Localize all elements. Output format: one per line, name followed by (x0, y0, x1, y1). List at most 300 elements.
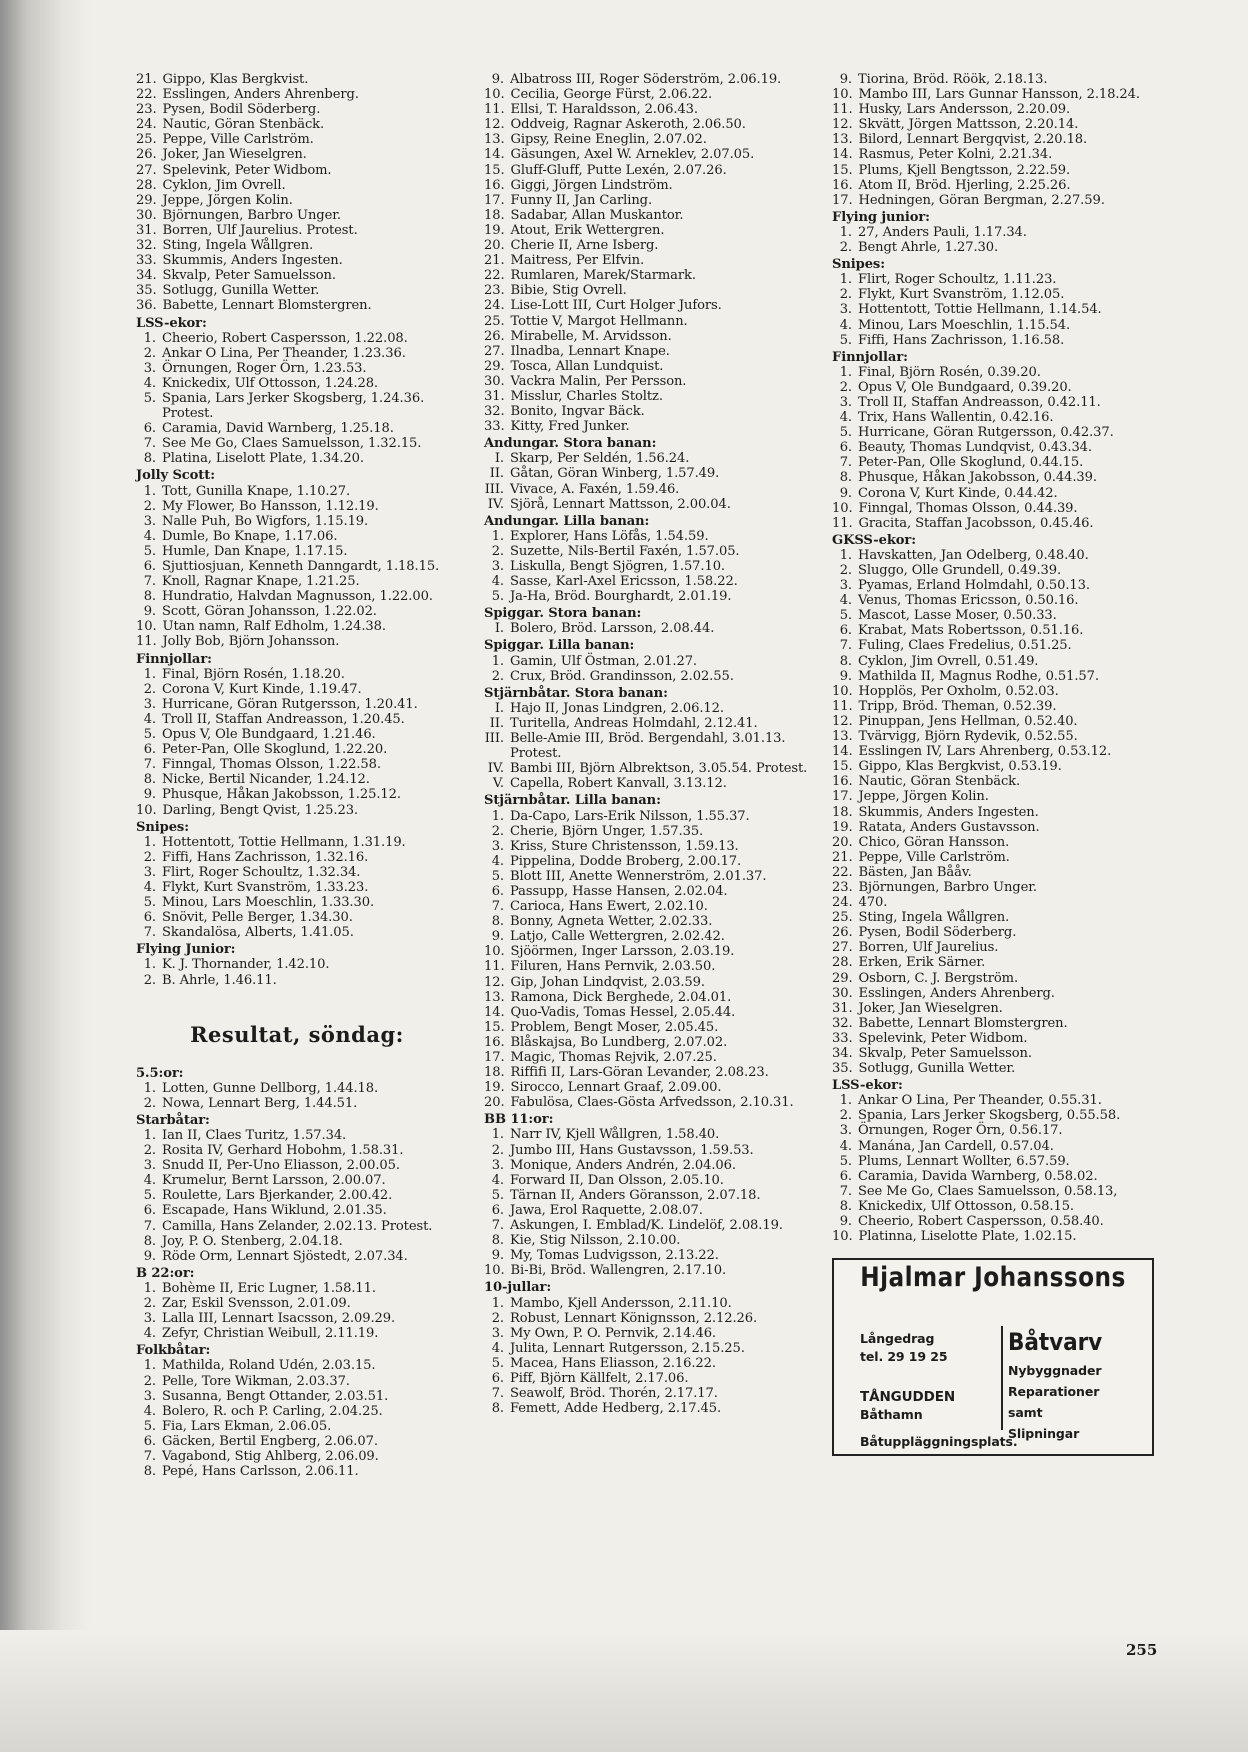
entry-text: Ja-Ha, Bröd. Bourghardt, 2.01.19. (510, 589, 732, 605)
result-entry (832, 669, 1162, 684)
result-entry (484, 238, 810, 253)
placement-number: 20. (484, 238, 505, 254)
boatyard-advertisement (832, 1258, 1154, 1456)
result-entry (136, 147, 458, 162)
result-entry (832, 850, 1162, 865)
result-entry (136, 559, 458, 574)
placement-number: 21. (484, 253, 505, 269)
result-entry (136, 1374, 458, 1389)
ad-title: Hjalmar Johanssons (860, 1262, 1126, 1294)
placement-number: 4. (143, 711, 156, 727)
placement-number: 3. (143, 1158, 156, 1174)
placement-number: 5. (143, 1188, 156, 1204)
placement-number: 17. (484, 1050, 505, 1065)
result-entry (484, 731, 810, 761)
result-entry (484, 884, 810, 899)
result-entry (136, 865, 458, 880)
entry-text: Venus, Thomas Ericsson, 0.50.16. (858, 593, 1079, 609)
entry-text: Tott, Gunilla Knape, 1.10.27. (162, 483, 351, 499)
placement-number: IV. (487, 761, 504, 777)
result-entry (484, 1263, 810, 1278)
placement-number: IV. (487, 496, 504, 512)
entry-text: Beauty, Thomas Lundqvist, 0.43.34. (858, 440, 1092, 456)
entry-text: Ankar O Lina, Per Theander, 0.55.31. (858, 1093, 1102, 1109)
entry-text: Tvärvigg, Björn Rydevik, 0.52.55. (858, 729, 1078, 745)
placement-number: 10. (832, 87, 853, 103)
result-entry (484, 389, 810, 404)
entry-text: Bästen, Jan Bååv. (858, 864, 972, 880)
placement-number: 1. (143, 834, 156, 850)
entry-text: Ian II, Claes Turitz, 1.57.34. (162, 1128, 347, 1143)
result-entry (832, 193, 1162, 208)
result-entry (136, 574, 458, 589)
result-entry (484, 529, 810, 544)
placement-number: 2. (143, 1296, 156, 1312)
result-entry (832, 516, 1162, 531)
result-entry (484, 132, 810, 147)
entry-text: Kie, Stig Nilsson, 2.10.00. (510, 1233, 681, 1249)
entry-text: Skvalp, Peter Samuelsson. (858, 1046, 1032, 1061)
entry-text: Turitella, Andreas Holmdahl, 2.12.41. (510, 715, 758, 731)
placement-number: 7. (143, 436, 156, 452)
result-entry (832, 240, 1162, 255)
result-entry (484, 178, 810, 193)
entry-text: B. Ahrle, 1.46.11. (162, 972, 277, 988)
result-entry (136, 1389, 458, 1404)
result-entry (832, 1001, 1162, 1016)
placement-number: 5. (491, 868, 504, 884)
placement-number: 12. (832, 117, 853, 133)
placement-number: 2. (839, 379, 852, 395)
result-entry (484, 72, 810, 87)
placement-number: 9. (491, 1248, 504, 1264)
result-entry (484, 1218, 810, 1233)
ad-contact (860, 1330, 955, 1424)
entry-text: Björnungen, Barbro Unger. (858, 879, 1037, 895)
placement-number: 9. (143, 604, 156, 620)
placement-number: 18. (484, 1065, 505, 1081)
ad-services (1008, 1360, 1144, 1444)
placement-number: 1. (839, 547, 852, 563)
result-entry (832, 1123, 1162, 1138)
result-entry (136, 102, 458, 117)
column-2 (484, 72, 810, 1416)
result-entry (484, 1173, 810, 1188)
ad-service: Nybyggnader (1008, 1363, 1102, 1379)
placement-number: 11. (832, 698, 853, 714)
result-entry (832, 880, 1162, 895)
entry-text: Flykt, Kurt Svanström, 1.12.05. (858, 287, 1065, 303)
entry-text: Kitty, Fred Junker. (510, 419, 630, 435)
result-entry (136, 484, 458, 499)
result-entry (136, 208, 458, 223)
result-entry (832, 72, 1162, 87)
entry-text: Escapade, Hans Wiklund, 2.01.35. (162, 1203, 387, 1219)
result-entry (832, 147, 1162, 162)
result-entry (832, 87, 1162, 102)
result-entry (832, 684, 1162, 699)
entry-text: Narr IV, Kjell Wållgren, 1.58.40. (510, 1127, 720, 1143)
section-heading: Flying Junior: (136, 942, 236, 958)
entry-text: Knickedix, Ulf Ottosson, 1.24.28. (162, 375, 378, 391)
placement-number: 17. (484, 192, 505, 208)
result-entry (484, 147, 810, 162)
entry-text: Joker, Jan Wieselgren. (858, 1000, 1003, 1016)
result-entry (484, 329, 810, 344)
placement-number: 6. (839, 623, 852, 639)
entry-text: Troll II, Staffan Andreasson, 0.42.11. (858, 394, 1101, 410)
result-entry (484, 1311, 810, 1326)
entry-text: Gippo, Klas Bergkvist. (162, 72, 309, 87)
placement-number: 36. (136, 298, 157, 314)
entry-text: Atout, Erik Wettergren. (510, 222, 665, 238)
section-heading: Finnjollar: (832, 349, 908, 365)
placement-number: 9. (839, 668, 852, 684)
placement-number: 4. (143, 879, 156, 895)
placement-number: 25. (136, 132, 157, 148)
placement-number: 22. (832, 864, 853, 880)
result-entry (832, 1031, 1162, 1046)
entry-text: Capella, Robert Kanvall, 3.13.12. (510, 776, 727, 792)
result-entry (484, 701, 810, 716)
placement-number: 3. (491, 838, 504, 854)
placement-number: 23. (136, 102, 157, 118)
placement-number: 6. (143, 1203, 156, 1219)
placement-number: 22. (136, 87, 157, 103)
entry-text: Finngal, Thomas Olsson, 1.22.58. (162, 757, 381, 773)
result-entry (484, 1296, 810, 1311)
entry-text: Spania, Lars Jerker Skogsberg, 0.55.58. (858, 1108, 1121, 1124)
result-entry (484, 669, 810, 684)
column-3 (832, 72, 1162, 1456)
entry-text: Forward II, Dan Olsson, 2.05.10. (510, 1172, 724, 1188)
entry-text: Bengt Ahrle, 1.27.30. (858, 240, 999, 256)
entry-text: Cyklon, Jim Ovrell. (162, 177, 286, 193)
placement-number: I. (494, 700, 504, 716)
placement-number: 21. (832, 849, 853, 865)
entry-text: Maitress, Per Elfvin. (510, 253, 645, 269)
result-entry (136, 1173, 458, 1188)
result-entry (832, 1139, 1162, 1154)
ad-services-block (1008, 1328, 1144, 1444)
placement-number: 3. (143, 864, 156, 880)
result-entry (136, 499, 458, 514)
entry-text: Hurricane, Göran Rutgersson, 0.42.37. (858, 425, 1114, 441)
result-entry (832, 910, 1162, 925)
result-entry (136, 163, 458, 178)
result-entry (136, 87, 458, 102)
result-entry (136, 925, 458, 940)
result-entry (136, 667, 458, 682)
entry-text: Joy, P. O. Stenberg, 2.04.18. (162, 1233, 343, 1249)
entry-text: Spania, Lars Jerker Skogsberg, 1.24.36. Protest. (162, 390, 425, 422)
result-entry (136, 1203, 458, 1218)
entry-text: Vackra Malin, Per Persson. (510, 373, 687, 389)
result-entry (832, 1108, 1162, 1123)
result-entry (484, 716, 810, 731)
placement-number: 8. (491, 1401, 504, 1417)
placement-number: 5. (143, 1418, 156, 1434)
placement-number: 2. (839, 240, 852, 256)
entry-text: Bohème II, Eric Lugner, 1.58.11. (162, 1280, 376, 1296)
placement-number: 31. (136, 222, 157, 238)
result-entry (832, 1061, 1162, 1076)
column-1 (136, 72, 458, 1479)
result-entry (136, 1143, 458, 1158)
col2-sections (484, 72, 810, 1416)
result-entry (484, 621, 810, 636)
placement-number: 3. (491, 1325, 504, 1341)
placement-number: III. (484, 731, 504, 747)
section-heading: LSS-ekor: (832, 1078, 903, 1094)
result-entry (832, 744, 1162, 759)
result-entry (136, 880, 458, 895)
placement-number: 6. (491, 1370, 504, 1386)
placement-number: 2. (143, 1143, 156, 1159)
placement-number: 3. (143, 360, 156, 376)
placement-number: 3. (839, 578, 852, 594)
entry-text: Lise-Lott III, Curt Holger Jufors. (510, 298, 722, 314)
entry-text: Bilord, Lennart Bergqvist, 2.20.18. (858, 132, 1088, 148)
placement-number: 2. (143, 498, 156, 514)
entry-text: Giggi, Jörgen Lindström. (510, 177, 673, 193)
placement-number: 7. (491, 899, 504, 915)
entry-text: Tiorina, Bröd. Röök, 2.18.13. (858, 72, 1048, 87)
section-heading: Stjärnbåtar. Lilla banan: (484, 793, 661, 809)
result-entry (136, 803, 458, 818)
entry-text: Snövit, Pelle Berger, 1.34.30. (162, 910, 353, 926)
result-entry (484, 223, 810, 238)
entry-text: Oddveig, Ragnar Askeroth, 2.06.50. (510, 117, 746, 133)
placement-number: 9. (491, 72, 504, 87)
result-entry (484, 1371, 810, 1386)
entry-text: Hottentott, Tottie Hellmann, 1.14.54. (858, 302, 1102, 318)
result-entry (832, 225, 1162, 240)
placement-number: 4. (491, 1172, 504, 1188)
result-entry (484, 374, 810, 389)
entry-text: Sotlugg, Gunilla Wetter. (162, 283, 320, 299)
entry-text: Seawolf, Bröd. Thorén, 2.17.17. (510, 1386, 718, 1402)
placement-number: 22. (484, 268, 505, 284)
placement-number: 6. (143, 559, 156, 574)
result-entry (136, 451, 458, 466)
placement-number: 3. (143, 1311, 156, 1327)
result-entry (484, 975, 810, 990)
entry-text: Örnungen, Roger Örn, 1.23.53. (162, 360, 367, 376)
result-entry (484, 809, 810, 824)
result-entry (832, 272, 1162, 287)
placement-number: 4. (839, 593, 852, 609)
entry-text: Esslingen, Anders Ahrenberg. (162, 87, 359, 103)
placement-number: 3. (839, 394, 852, 410)
placement-number: 23. (832, 879, 853, 895)
placement-number: 10. (136, 619, 157, 635)
result-entry (136, 634, 458, 649)
placement-number: 10. (484, 1263, 505, 1279)
entry-text: Hundratio, Halvdan Magnusson, 1.22.00. (162, 589, 433, 605)
entry-text: Björnungen, Barbro Unger. (162, 207, 341, 223)
placement-number: 2. (491, 1142, 504, 1158)
entry-text: Mathilda, Roland Udén, 2.03.15. (162, 1358, 376, 1374)
result-entry (136, 772, 458, 787)
entry-text: Tärnan II, Anders Göransson, 2.07.18. (510, 1187, 761, 1203)
entry-text: Krumelur, Bernt Larsson, 2.00.07. (162, 1173, 386, 1189)
placement-number: 2. (143, 849, 156, 865)
result-entry (484, 314, 810, 329)
placement-number: 16. (484, 177, 505, 193)
result-entry (484, 869, 810, 884)
placement-number: 4. (491, 1340, 504, 1356)
placement-number: 2. (143, 1373, 156, 1389)
result-entry (136, 1081, 458, 1096)
result-entry (136, 514, 458, 529)
placement-number: 26. (136, 147, 157, 163)
placement-number: 1. (491, 1295, 504, 1311)
entry-text: Humle, Dan Knape, 1.17.15. (162, 543, 348, 559)
result-entry (832, 425, 1162, 440)
placement-number: 5. (491, 1355, 504, 1371)
result-entry (832, 1016, 1162, 1031)
entry-text: Caramia, David Warnberg, 1.25.18. (162, 421, 394, 437)
placement-number: 29. (832, 970, 853, 986)
entry-text: Minou, Lars Moeschlin, 1.15.54. (858, 317, 1071, 333)
ad-harbour: Båthamn (860, 1407, 923, 1423)
entry-text: Hedningen, Göran Bergman, 2.27.59. (858, 192, 1105, 208)
result-entry (136, 1311, 458, 1326)
entry-text: Nautic, Göran Stenbäck. (162, 117, 325, 133)
placement-number: 33. (484, 419, 505, 435)
entry-text: Husky, Lars Andersson, 2.20.09. (858, 102, 1071, 118)
result-entry (136, 268, 458, 283)
result-entry (832, 1154, 1162, 1169)
entry-text: Tripp, Bröd. Theman, 0.52.39. (858, 698, 1057, 714)
entry-text: Opus V, Ole Bundgaard, 0.39.20. (858, 379, 1072, 395)
placement-number: 32. (484, 404, 505, 420)
result-entry (832, 789, 1162, 804)
result-entry (136, 957, 458, 972)
result-entry (136, 589, 458, 604)
placement-number: 4. (143, 1403, 156, 1419)
placement-number: 1. (143, 666, 156, 682)
result-entry (136, 895, 458, 910)
placement-number: 32. (136, 238, 157, 254)
result-entry (484, 1341, 810, 1356)
result-entry (832, 608, 1162, 623)
placement-number: 15. (484, 1019, 505, 1035)
result-entry (832, 729, 1162, 744)
result-entry (484, 268, 810, 283)
entry-text: My Own, P. O. Pernvik, 2.14.46. (510, 1325, 716, 1341)
result-entry (832, 410, 1162, 425)
result-entry (484, 1203, 810, 1218)
placement-number: 6. (839, 440, 852, 456)
result-entry (484, 959, 810, 974)
entry-text: Bolero, Bröd. Larsson, 2.08.44. (510, 621, 715, 637)
binding-gutter (0, 0, 90, 1752)
placement-number: 3. (143, 696, 156, 712)
result-entry (832, 470, 1162, 485)
placement-number: 16. (832, 774, 853, 790)
placement-number: 5. (143, 543, 156, 559)
entry-text: Da-Capo, Lars-Erik Nilsson, 1.55.37. (510, 808, 750, 824)
result-entry (832, 971, 1162, 986)
placement-number: 24. (832, 895, 853, 911)
placement-number: 30. (832, 985, 853, 1001)
result-entry (136, 787, 458, 802)
placement-number: 19. (832, 819, 853, 835)
entry-text: Peppe, Ville Carlström. (858, 849, 1010, 865)
placement-number: 17. (832, 789, 853, 805)
entry-text: Mathilda II, Magnus Rodhe, 0.51.57. (858, 668, 1099, 684)
entry-text: Cheerio, Robert Caspersson, 1.22.08. (162, 330, 408, 346)
placement-number: 11. (832, 102, 853, 118)
placement-number: 20. (484, 1095, 505, 1111)
entry-text: Pelle, Tore Wikman, 2.03.37. (162, 1373, 350, 1389)
entry-text: Dumle, Bo Knape, 1.17.06. (162, 528, 338, 544)
placement-number: 11. (484, 959, 505, 975)
ad-bottom-line: Båtuppläggningsplats. (860, 1434, 1018, 1450)
entry-text: Phusque, Håkan Jakobsson, 1.25.12. (162, 787, 401, 803)
entry-text: Cheerio, Robert Caspersson, 0.58.40. (858, 1214, 1104, 1230)
placement-number: 24. (136, 117, 157, 133)
section-heading: Stjärnbåtar. Stora banan: (484, 685, 668, 701)
entry-text: Sluggo, Olle Grundell, 0.49.39. (858, 563, 1062, 578)
result-entry (484, 1005, 810, 1020)
entry-text: Havskatten, Jan Odelberg, 0.48.40. (858, 547, 1089, 563)
entry-text: Sjuttiosjuan, Kenneth Danngardt, 1.18.15. (162, 559, 440, 574)
placement-number: 4. (143, 528, 156, 544)
result-entry (832, 1169, 1162, 1184)
entry-text: Fia, Lars Ekman, 2.06.05. (162, 1418, 332, 1434)
entry-text: Sadabar, Allan Muskantor. (510, 207, 684, 223)
result-entry (136, 727, 458, 742)
placement-number: 28. (832, 955, 853, 971)
ad-service: samt (1008, 1405, 1043, 1421)
ad-subtitle: Båtvarv (1008, 1328, 1103, 1357)
result-entry (832, 925, 1162, 940)
placement-number: 34. (136, 268, 157, 284)
entry-text: Joker, Jan Wieselgren. (162, 147, 307, 163)
col3-sections (832, 72, 1162, 1244)
entry-text: Cecilia, George Fürst, 2.06.22. (510, 87, 713, 103)
entry-text: Jeppe, Jörgen Kolin. (162, 192, 293, 208)
placement-number: 21. (136, 72, 157, 87)
entry-text: Mambo, Kjell Andersson, 2.11.10. (510, 1295, 732, 1311)
result-entry (832, 380, 1162, 395)
placement-number: 9. (143, 1248, 156, 1264)
entry-text: Corona V, Kurt Kinde, 1.19.47. (162, 681, 362, 697)
result-entry (136, 1404, 458, 1419)
placement-number: 3. (143, 513, 156, 529)
entry-text: Lalla III, Lennart Isacsson, 2.09.29. (162, 1311, 396, 1327)
placement-number: 7. (143, 1218, 156, 1234)
section-heading: 5.5:or: (136, 1065, 184, 1081)
placement-number: 1. (491, 528, 504, 544)
result-entry (136, 1188, 458, 1203)
result-entry (136, 132, 458, 147)
entry-text: Örnungen, Roger Örn, 0.56.17. (858, 1123, 1063, 1139)
result-entry (484, 1356, 810, 1371)
placement-number: 7. (491, 1218, 504, 1234)
placement-number: 29. (136, 192, 157, 208)
placement-number: 30. (484, 373, 505, 389)
result-entry (484, 824, 810, 839)
placement-number: 6. (143, 910, 156, 926)
result-entry (136, 1358, 458, 1373)
result-entry (484, 283, 810, 298)
entry-text: Sirocco, Lennart Graaf, 2.09.00. (510, 1080, 722, 1096)
result-entry (484, 1035, 810, 1050)
